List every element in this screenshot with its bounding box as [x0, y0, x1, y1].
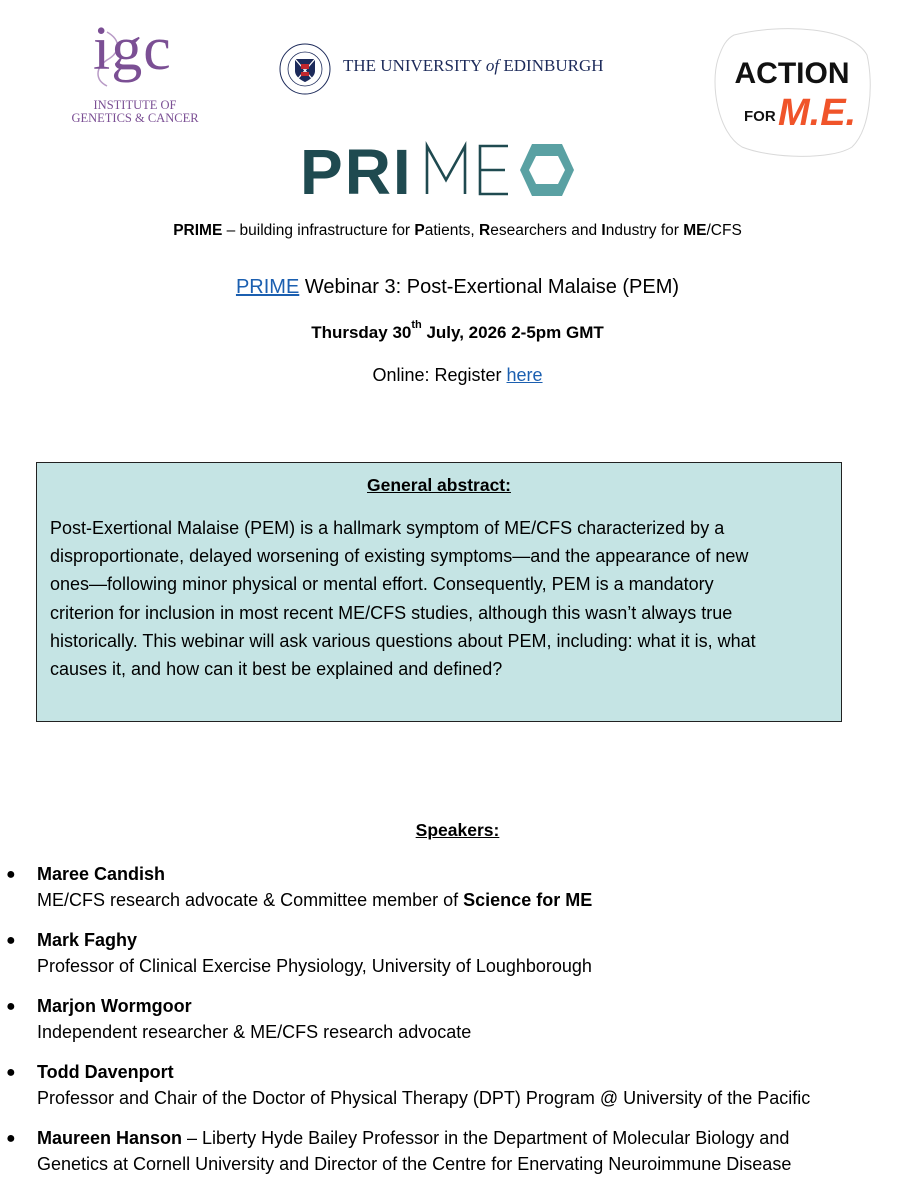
event-date: Thursday 30th July, 2026 2-5pm GMT [311, 319, 604, 342]
speakers-heading: Speakers: [415, 820, 500, 840]
speaker-role: Genetics at Cornell University and Director of the Centre for Enervating Neuroimmune Disease [37, 1154, 792, 1174]
speaker-role: Professor and Chair of the Doctor of Physical Therapy (DPT) Program @ University of the Pacific [37, 1088, 811, 1108]
tagline: PRIME – building infrastructure for Patients, Researchers and Industry for ME/CFS [173, 222, 742, 239]
speaker-role: Independent researcher & ME/CFS research advocate [37, 1022, 472, 1042]
abstract-line: ones—following minor physical or mental effort. Consequently, PEM is a mandatory [50, 574, 714, 595]
abstract-heading: General abstract: [367, 475, 511, 495]
register-link[interactable]: here [506, 365, 543, 385]
prime-letters: PRI [300, 140, 413, 200]
bullet-icon: ● [6, 932, 16, 949]
prime-link[interactable]: PRIME [235, 276, 300, 298]
bullet-icon: ● [6, 1064, 16, 1081]
action-for-me-logo [712, 25, 872, 160]
action-for-me-blob [712, 25, 872, 160]
bullet-icon: ● [6, 866, 16, 883]
speaker-name: Maureen Hanson – Liberty Hyde Bailey Professor in the Department of Molecular Biology and [37, 1128, 790, 1148]
speaker-role: ME/CFS research advocate & Committee member of Science for ME [37, 890, 593, 910]
igc-logo [55, 15, 215, 128]
bullet-icon: ● [6, 998, 16, 1015]
action-line3: M.E. [778, 92, 857, 134]
edinburgh-wordmark: THE UNIVERSITY of EDINBURGH [343, 56, 604, 75]
igc-line1: INSTITUTE OF [93, 98, 177, 112]
bullet-icon: ● [6, 1130, 16, 1147]
webinar-title: PRIME Webinar 3: Post-Exertional Malaise (PEM) [235, 276, 680, 298]
abstract-line: causes it, and how can it best be explained and defined? [50, 659, 503, 680]
speaker-role: Professor of Clinical Exercise Physiology, University of Loughborough [37, 956, 592, 976]
speaker-name: Maree Candish [37, 864, 166, 884]
speaker-name: Marjon Wormgoor [37, 996, 192, 1016]
abstract-line: disproportionate, delayed worsening of existing symptoms—and the appearance of new [50, 546, 749, 567]
igc-mark: igc [93, 15, 172, 83]
abstract-body [50, 514, 840, 683]
register-line: Online: Register here [372, 365, 543, 385]
action-line2: FOR [744, 108, 776, 125]
speaker-name: Todd Davenport [37, 1062, 174, 1082]
edinburgh-logo [275, 42, 615, 96]
edinburgh-seal-icon [275, 42, 335, 96]
action-line1: ACTION [734, 57, 850, 90]
abstract-line: historically. This webinar will ask various questions about PEM, including: what it is, what [50, 630, 756, 651]
prime-logo-mark [300, 140, 575, 200]
abstract-line: criterion for inclusion in most recent ME/CFS studies, although this wasn’t always true [50, 602, 733, 623]
speaker-name: Mark Faghy [37, 930, 138, 950]
abstract-box [36, 462, 842, 722]
igc-line2: GENETICS & CANCER [71, 111, 199, 125]
abstract-line: Post-Exertional Malaise (PEM) is a hallmark symptom of ME/CFS characterized by a [50, 518, 725, 538]
prime-logo [300, 140, 575, 200]
